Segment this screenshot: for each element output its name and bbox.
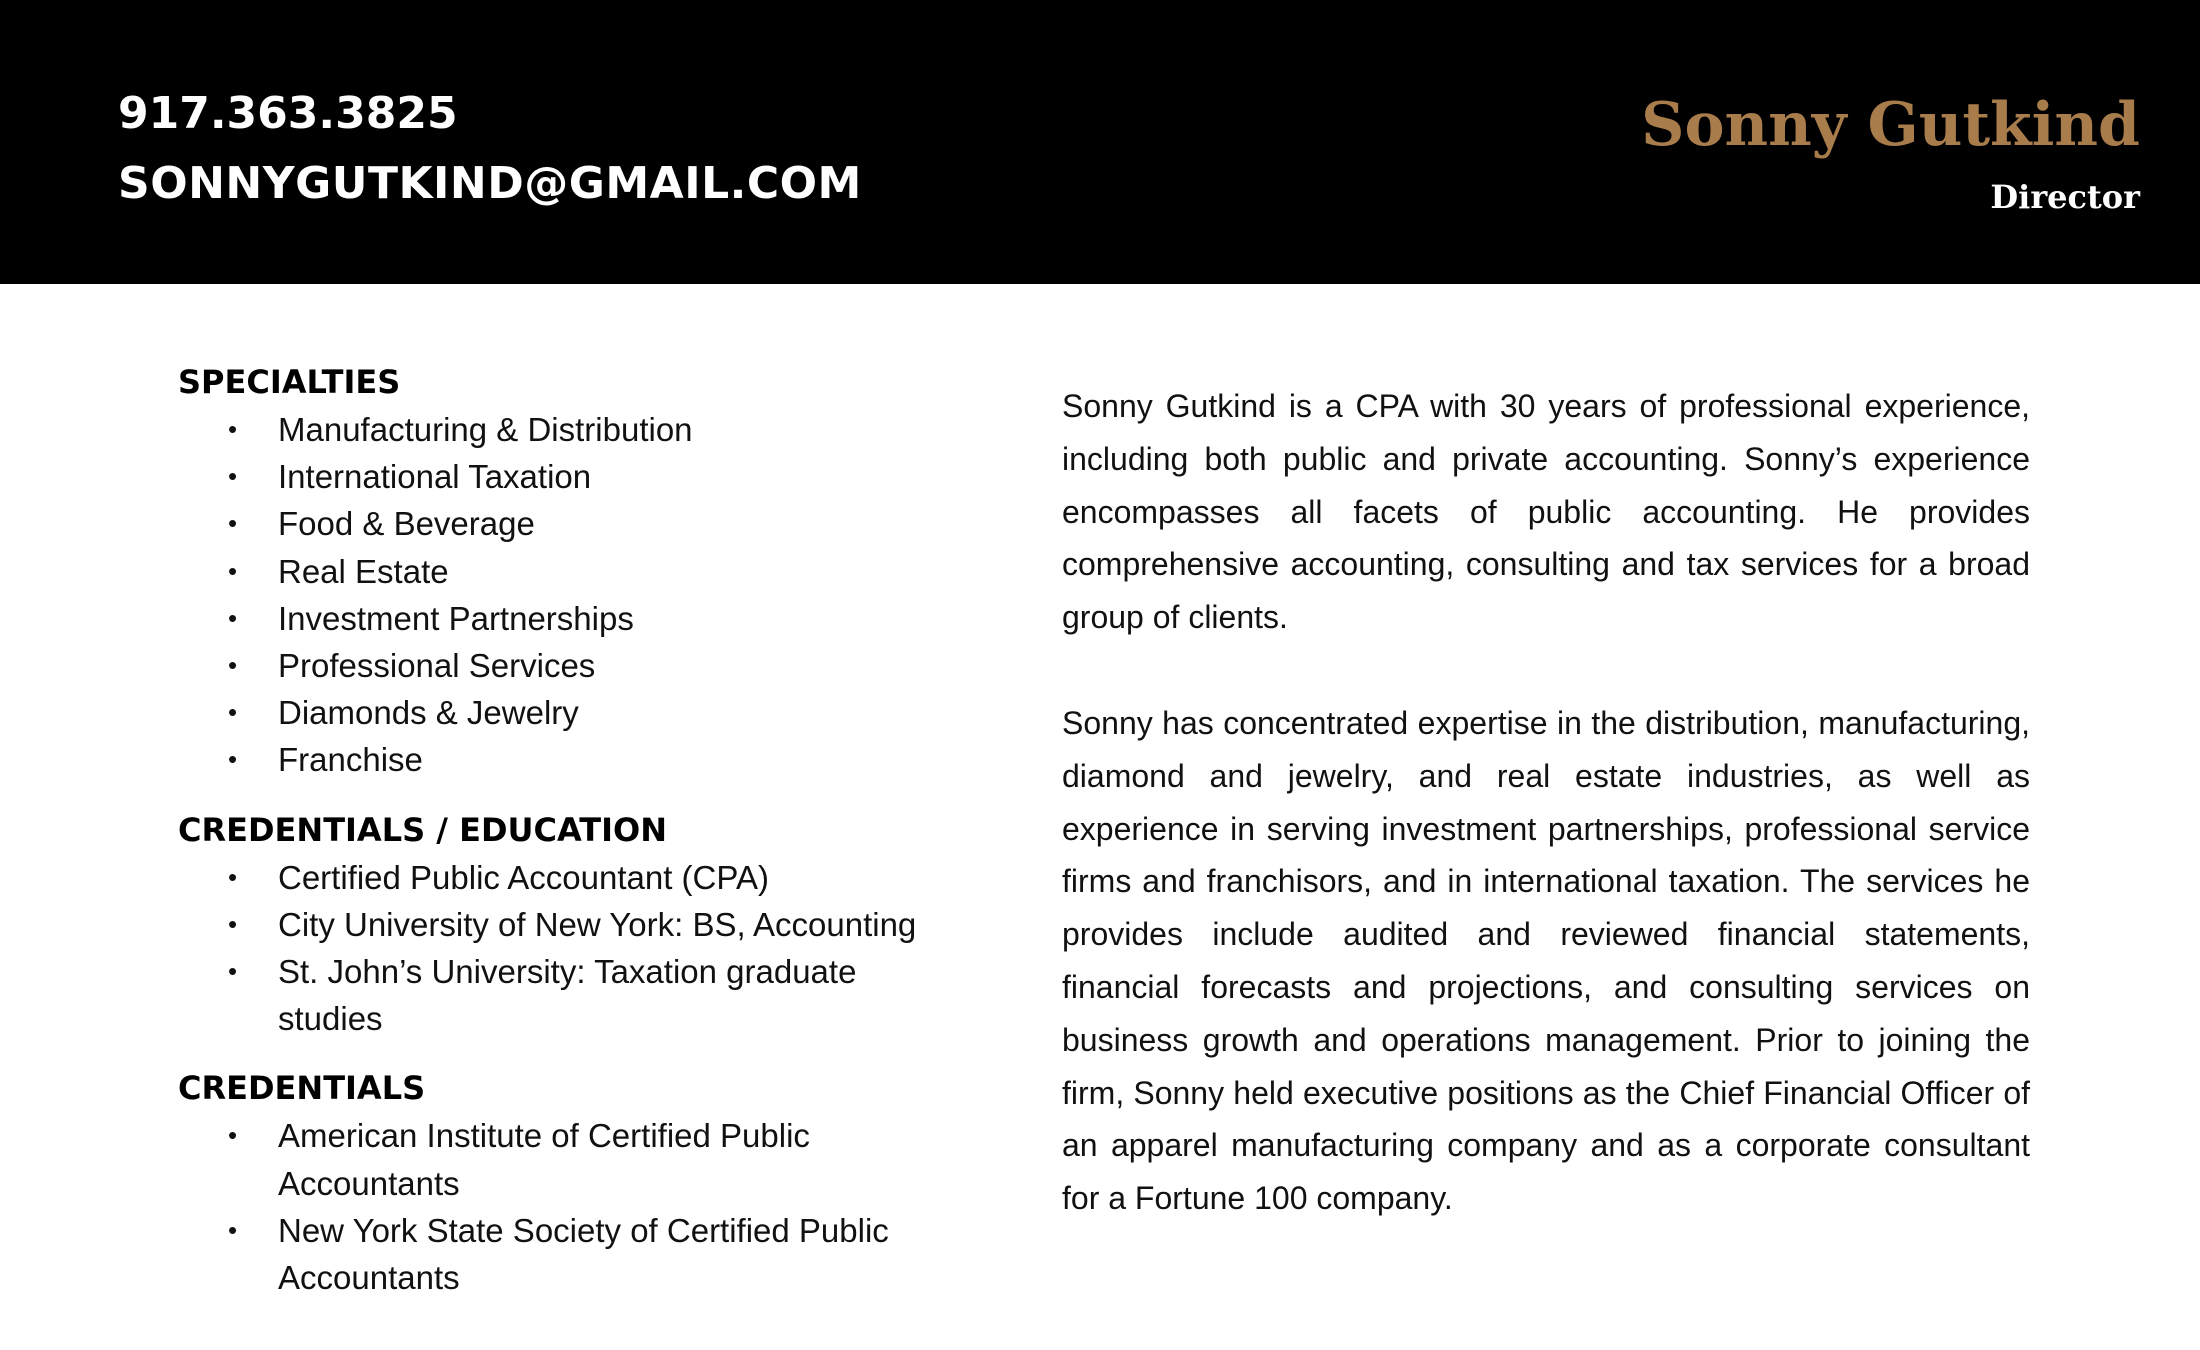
bullet-icon: • xyxy=(228,1120,238,1151)
list-item-label: International Taxation xyxy=(278,458,592,496)
bullet-icon: • xyxy=(228,908,238,939)
list-item xyxy=(178,854,938,901)
list-item xyxy=(178,901,938,948)
bullet-icon: • xyxy=(228,650,238,681)
email-address[interactable]: SONNYGUTKIND@GMAIL.COM xyxy=(118,158,862,209)
list-item xyxy=(178,500,938,547)
bio-paragraph: Sonny Gutkind is a CPA with 30 years of professional experience, including both public and private accounting. Sonny’s experience encompasses all facets of public accounting. He provides comprehensive accounting, consulting and tax services for a broad group of clients. xyxy=(1062,388,2030,636)
person-role: Director xyxy=(1990,178,2140,216)
list-item xyxy=(178,689,938,736)
education-heading: CREDENTIALS / EDUCATION xyxy=(178,810,667,849)
list-item xyxy=(178,736,938,783)
list-item xyxy=(178,406,938,453)
bullet-icon: • xyxy=(228,861,238,892)
list-item-label: Certified Public Accountant (CPA) xyxy=(278,858,769,896)
credentials-heading: CREDENTIALS xyxy=(178,1069,426,1108)
list-item xyxy=(178,1112,938,1206)
bullet-icon: • xyxy=(228,697,238,728)
bullet-icon: • xyxy=(228,602,238,633)
person-name: Sonny Gutkind xyxy=(1641,90,2140,160)
specialties-list xyxy=(178,406,938,784)
education-list xyxy=(178,854,938,1043)
list-item-label: American Institute of Certified Public Accountants xyxy=(278,1117,810,1202)
bullet-icon: • xyxy=(228,1214,238,1245)
bullet-icon: • xyxy=(228,555,238,586)
bio-paragraph: Sonny has concentrated expertise in the distribution, manufacturing, diamond and jewelry, and real estate industries, as well as experience in serving investment partnerships, professional service firms and franchisors, and in international taxation. The services he provides include audited and reviewed financial statements, financial forecasts and projections, and consulting services on business growth and operations management. Prior to joining the firm, Sonny held executive positions as the Chief Financial Officer of an apparel manufacturing company and as a corporate consultant for a Fortune 100 company. xyxy=(1062,704,2030,1217)
list-item-label: Food & Beverage xyxy=(278,505,535,543)
list-item-label: New York State Society of Certified Public Accountants xyxy=(278,1211,889,1297)
bio-column xyxy=(1062,380,2030,1278)
list-item-label: Investment Partnerships xyxy=(278,599,634,637)
list-item-label: St. John’s University: Taxation graduate studies xyxy=(278,953,857,1038)
specialties-section xyxy=(178,358,938,784)
list-item xyxy=(178,948,938,1042)
list-item xyxy=(178,453,938,500)
bullet-icon: • xyxy=(228,744,238,775)
list-item-label: City University of New York: BS, Accounting xyxy=(278,905,917,943)
header-bar xyxy=(0,0,2200,284)
list-item-label: Franchise xyxy=(278,741,423,779)
education-section xyxy=(178,806,938,1043)
list-item-label: Manufacturing & Distribution xyxy=(278,411,693,448)
list-item xyxy=(178,1207,938,1301)
list-item-label: Professional Services xyxy=(278,647,596,685)
list-item xyxy=(178,642,938,689)
list-item-label: Real Estate xyxy=(278,552,449,590)
phone-number[interactable]: 917.363.3825 xyxy=(118,88,458,139)
bullet-icon: • xyxy=(228,956,238,987)
bullet-icon: • xyxy=(228,414,238,444)
credentials-list xyxy=(178,1112,938,1301)
bullet-icon: • xyxy=(228,461,238,492)
credentials-section xyxy=(178,1064,938,1301)
list-item xyxy=(178,548,938,595)
specialties-heading: SPECIALTIES xyxy=(178,363,401,401)
left-column xyxy=(178,358,938,1323)
bullet-icon: • xyxy=(228,508,238,539)
list-item xyxy=(178,595,938,642)
list-item-label: Diamonds & Jewelry xyxy=(278,694,579,732)
